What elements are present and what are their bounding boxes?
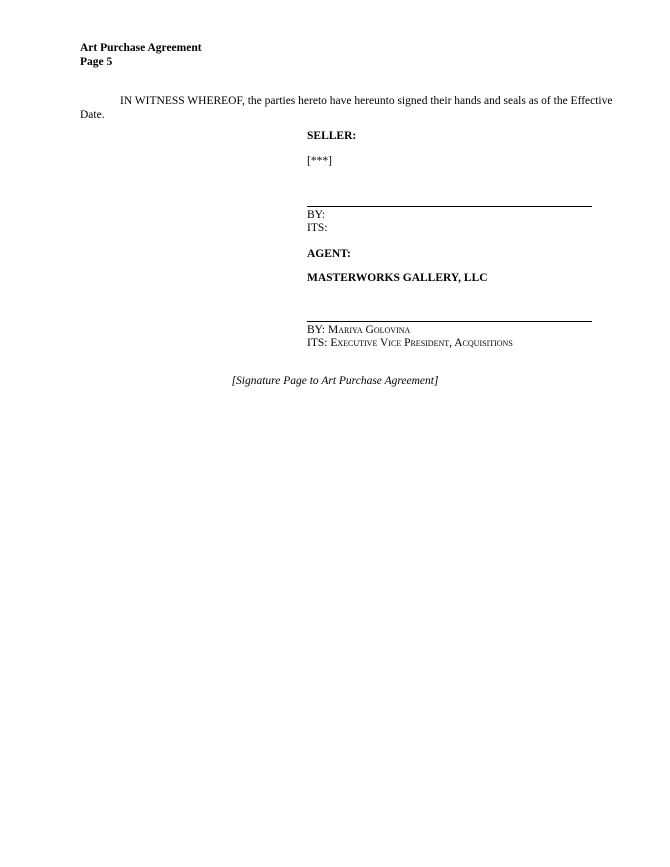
signature-page-caption: [Signature Page to Art Purchase Agreement]	[231, 375, 439, 387]
signature-page-caption-block	[0, 375, 670, 387]
agent-its	[307, 337, 592, 350]
seller-label-block	[307, 130, 592, 142]
seller-its: ITS:	[307, 222, 328, 234]
seller-signature-line	[307, 206, 592, 207]
agent-signature-line	[307, 321, 592, 322]
agent-by-name: Mariya Golovina	[328, 324, 411, 336]
agent-name-block	[307, 272, 592, 284]
witness-paragraph	[80, 94, 613, 122]
agent-by-its-block	[307, 324, 592, 350]
document-header	[80, 41, 202, 69]
witness-line-2: Date.	[80, 109, 105, 121]
seller-by: BY:	[307, 209, 326, 221]
agent-label: AGENT:	[307, 248, 351, 260]
seller-name-block	[307, 155, 592, 168]
agent-by-prefix: BY:	[307, 324, 328, 336]
page-number: Page 5	[80, 56, 113, 68]
witness-line-1: IN WITNESS WHEREOF, the parties hereto have hereunto signed their hands and seals as of the Effective	[120, 95, 613, 107]
seller-label: SELLER:	[307, 130, 357, 142]
agent-name: MASTERWORKS GALLERY, LLC	[307, 272, 488, 284]
document-title: Art Purchase Agreement	[80, 42, 202, 54]
agent-by	[307, 324, 592, 337]
seller-name: [***]	[307, 155, 332, 167]
agent-its-title: Executive Vice President, Acquisitions	[330, 337, 513, 349]
agent-label-block	[307, 248, 592, 260]
agent-its-prefix: ITS:	[307, 337, 331, 349]
seller-by-its-block	[307, 209, 592, 235]
